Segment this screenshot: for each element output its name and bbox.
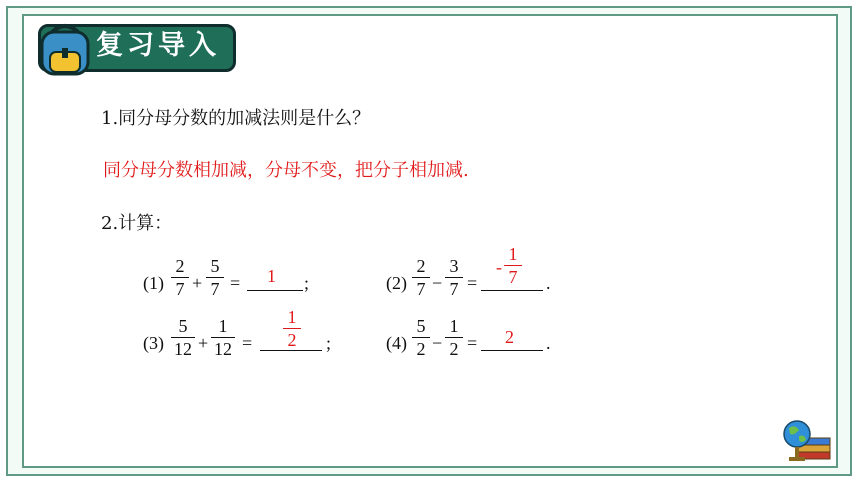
answer-blank <box>481 350 543 351</box>
punctuation: ; <box>326 333 332 353</box>
operator: + <box>192 273 203 293</box>
punctuation: ; <box>304 273 310 293</box>
answer-blank <box>247 290 303 291</box>
globe-books-icon <box>780 416 834 464</box>
fraction: 5 2 <box>411 315 431 360</box>
punctuation: . <box>546 273 551 293</box>
operator: − <box>432 273 443 293</box>
fraction: 1 12 <box>210 315 236 360</box>
answer-sign: - <box>496 257 502 277</box>
equals-sign: = <box>467 273 478 293</box>
punctuation: . <box>546 333 551 353</box>
equals-sign: = <box>467 333 478 353</box>
fraction: 5 7 <box>205 255 225 300</box>
answer-blank <box>481 290 543 291</box>
question-1: 1.同分母分数的加减法则是什么？ <box>101 108 371 129</box>
question-2: 2.计算： <box>101 213 173 234</box>
answer-value: 2 <box>505 327 514 347</box>
answer-blank <box>260 350 322 351</box>
operator: − <box>432 333 443 353</box>
operator: + <box>198 333 209 353</box>
equals-sign: = <box>230 273 241 293</box>
fraction: 2 7 <box>170 255 190 300</box>
fraction: 3 7 <box>444 255 464 300</box>
fraction: 1 2 <box>444 315 464 360</box>
backpack-icon <box>36 22 94 78</box>
problem-label: (2) <box>386 273 407 293</box>
answer-1: 同分母分数相加减，分母不变，把分子相加减. <box>103 160 469 181</box>
section-title: 复习导入 <box>96 30 220 61</box>
problem-label: (1) <box>143 273 164 293</box>
problem-label: (3) <box>143 333 164 353</box>
answer-fraction: 1 7 <box>503 243 523 288</box>
answer-fraction: 1 2 <box>282 306 302 351</box>
fraction: 2 7 <box>411 255 431 300</box>
fraction: 5 12 <box>170 315 196 360</box>
equals-sign: = <box>242 333 253 353</box>
problem-label: (4) <box>386 333 407 353</box>
slide-frame <box>22 14 838 468</box>
answer-value: 1 <box>267 266 276 286</box>
